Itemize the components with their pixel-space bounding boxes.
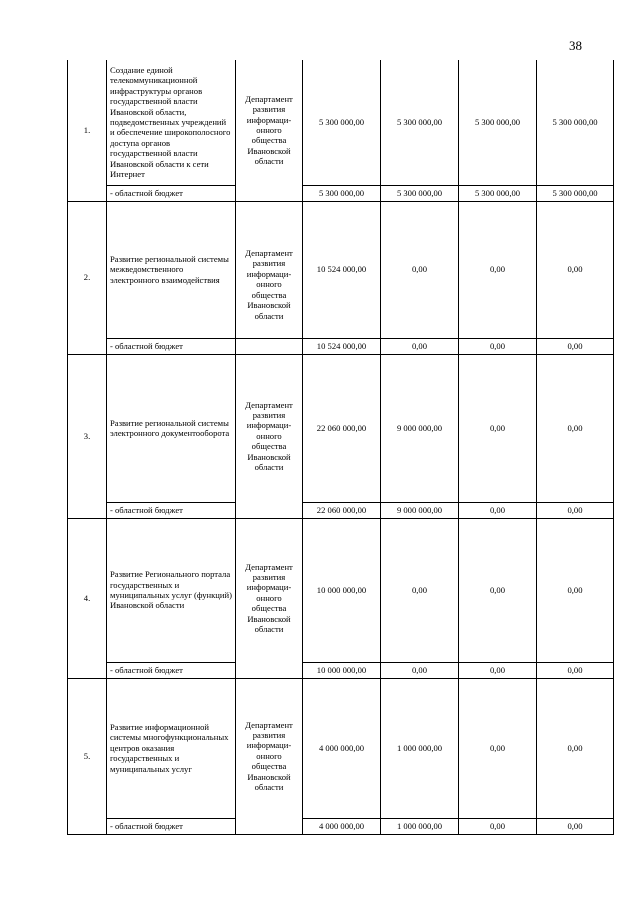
row-number: 3. — [68, 354, 107, 518]
page-number: 38 — [569, 38, 582, 53]
table-row — [68, 60, 614, 185]
amount-cell: 22 060 000,00 — [303, 354, 381, 502]
executor: Департамент развития информаци-онного общества Ивановской области — [236, 60, 303, 201]
executor: Департамент развития информаци-онного общества Ивановской области — [236, 201, 303, 338]
amount-cell: 1 000 000,00 — [381, 678, 459, 818]
budget-table — [67, 60, 614, 835]
executor: Департамент развития информаци-онного общества Ивановской области — [236, 518, 303, 678]
budget-source-label: - областной бюджет — [107, 502, 236, 518]
amount-cell: 9 000 000,00 — [381, 502, 459, 518]
executor: Департамент развития информаци-онного общества Ивановской области — [236, 354, 303, 518]
amount-cell: 0,00 — [537, 818, 614, 834]
row-number: 5. — [68, 678, 107, 834]
budget-source-label: - областной бюджет — [107, 338, 236, 354]
activity-name: Развитие Регионального портала государственных и муниципальных услуг (функций) Ивановской области — [107, 518, 236, 662]
table-subrow — [68, 338, 614, 354]
table-row — [68, 518, 614, 662]
amount-cell: 0,00 — [537, 678, 614, 818]
amount-cell: 5 300 000,00 — [303, 60, 381, 185]
activity-name: Развитие региональной системы электронного документооборота — [107, 354, 236, 502]
table-subrow — [68, 818, 614, 834]
amount-cell: 5 300 000,00 — [537, 185, 614, 201]
table-row — [68, 354, 614, 502]
amount-cell: 0,00 — [537, 518, 614, 662]
amount-cell: 10 000 000,00 — [303, 518, 381, 662]
amount-cell: 5 300 000,00 — [303, 185, 381, 201]
budget-source-label: - областной бюджет — [107, 662, 236, 678]
amount-cell: 0,00 — [537, 662, 614, 678]
amount-cell: 0,00 — [459, 338, 537, 354]
row-number: 4. — [68, 518, 107, 678]
amount-cell: 10 524 000,00 — [303, 338, 381, 354]
row-number: 2. — [68, 201, 107, 354]
executor: Департамент развития информаци-онного общества Ивановской области — [236, 678, 303, 834]
amount-cell: 0,00 — [459, 354, 537, 502]
amount-cell: 0,00 — [537, 201, 614, 338]
amount-cell: 5 300 000,00 — [537, 60, 614, 185]
amount-cell: 0,00 — [459, 518, 537, 662]
amount-cell: 10 000 000,00 — [303, 662, 381, 678]
amount-cell: 0,00 — [459, 662, 537, 678]
activity-name: Создание единой телекоммуникационной инфраструктуры органов государственной власти Ивановской области, подведомственных учреждений и обеспечение широкополосного доступа органов государственной власти Ивановской области к сети Интернет — [107, 60, 236, 185]
amount-cell: 0,00 — [459, 678, 537, 818]
budget-source-label: - областной бюджет — [107, 818, 236, 834]
amount-cell: 5 300 000,00 — [381, 185, 459, 201]
amount-cell: 0,00 — [537, 502, 614, 518]
amount-cell: 4 000 000,00 — [303, 678, 381, 818]
amount-cell: 5 300 000,00 — [381, 60, 459, 185]
table-subrow — [68, 502, 614, 518]
row-number: 1. — [68, 60, 107, 201]
amount-cell: 0,00 — [537, 354, 614, 502]
activity-name: Развитие региональной системы межведомственного электронного взаимодействия — [107, 201, 236, 338]
amount-cell: 0,00 — [459, 201, 537, 338]
amount-cell: 5 300 000,00 — [459, 60, 537, 185]
amount-cell: 10 524 000,00 — [303, 201, 381, 338]
amount-cell: 22 060 000,00 — [303, 502, 381, 518]
table-subrow — [68, 185, 614, 201]
amount-cell: 0,00 — [459, 502, 537, 518]
amount-cell: 0,00 — [381, 662, 459, 678]
budget-source-label: - областной бюджет — [107, 185, 236, 201]
activity-name: Развитие информационной системы многофункциональных центров оказания государственных и муниципальных услуг — [107, 678, 236, 818]
table-subrow — [68, 662, 614, 678]
amount-cell: 0,00 — [381, 338, 459, 354]
amount-cell: 0,00 — [381, 201, 459, 338]
executor-empty — [236, 338, 303, 354]
amount-cell: 9 000 000,00 — [381, 354, 459, 502]
table-row — [68, 201, 614, 338]
table-row — [68, 678, 614, 818]
amount-cell: 5 300 000,00 — [459, 185, 537, 201]
amount-cell: 4 000 000,00 — [303, 818, 381, 834]
amount-cell: 0,00 — [381, 518, 459, 662]
amount-cell: 0,00 — [459, 818, 537, 834]
amount-cell: 0,00 — [537, 338, 614, 354]
amount-cell: 1 000 000,00 — [381, 818, 459, 834]
